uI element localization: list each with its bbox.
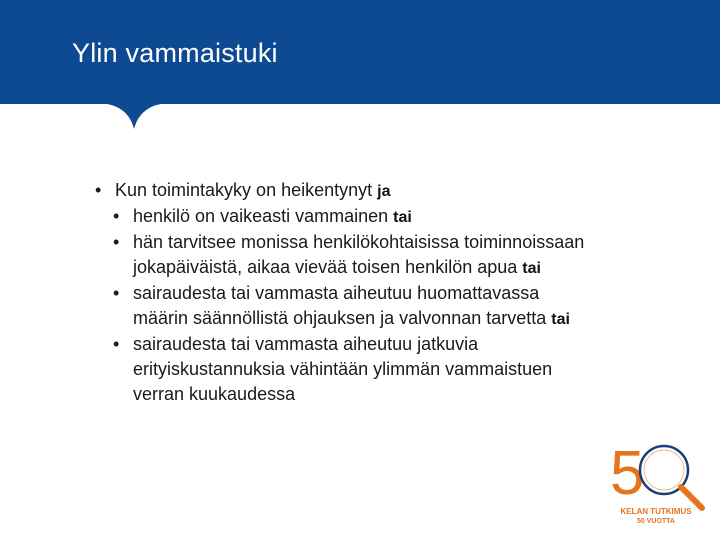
sub-bullet-text: henkilö on vaikeasti vammainen <box>133 206 389 226</box>
sub-bullet-text: jokapäiväistä, aikaa vievää toisen henkilön apua <box>133 257 518 277</box>
conjunction-ja: ja <box>377 183 391 200</box>
sub-bullet-text: määrin säännöllistä ohjauksen ja valvonnan tarvetta <box>133 308 547 328</box>
bullet-content <box>95 178 655 407</box>
conjunction-tai: tai <box>522 260 541 277</box>
sub-bullet <box>95 332 655 357</box>
sub-bullet-text: verran kuukaudessa <box>133 384 296 404</box>
sub-bullet-text: sairaudesta tai vammasta aiheutuu jatkuvia <box>133 334 479 354</box>
page-title: Ylin vammaistuki <box>72 38 278 68</box>
kela-50-logo <box>606 432 712 528</box>
slide-header <box>0 0 720 104</box>
sub-bullet-text: sairaudesta tai vammasta aiheutuu huomattavassa <box>133 283 540 303</box>
bullet-marker: • <box>95 180 102 200</box>
sub-bullet-text: erityiskustannuksia vähintään ylimmän vammaistuen <box>133 359 553 379</box>
conjunction-tai: tai <box>551 311 570 328</box>
sub-bullet <box>95 230 655 255</box>
header-notch <box>0 103 720 133</box>
sub-bullet-continuation <box>95 306 655 332</box>
main-bullet-text: Kun toimintakyky on heikentynyt <box>115 180 373 200</box>
bullet-marker: • <box>113 283 120 303</box>
bullet-marker: • <box>113 232 120 252</box>
main-bullet <box>95 178 655 204</box>
logo-line2: 50 VUOTTA <box>637 518 675 525</box>
sub-bullet <box>95 204 655 230</box>
sub-bullet-text: hän tarvitsee monissa henkilökohtaisissa toiminnoissaan <box>133 232 585 252</box>
logo-five: 5 <box>610 439 645 508</box>
conjunction-tai: tai <box>393 209 412 226</box>
sub-bullet <box>95 281 655 306</box>
bullet-marker: • <box>113 334 120 354</box>
sub-bullet-continuation <box>95 382 655 407</box>
logo-line1: KELAN TUTKIMUS <box>620 507 692 516</box>
sub-bullet-continuation <box>95 255 655 281</box>
bullet-marker: • <box>113 206 120 226</box>
sub-bullet-continuation <box>95 357 655 382</box>
